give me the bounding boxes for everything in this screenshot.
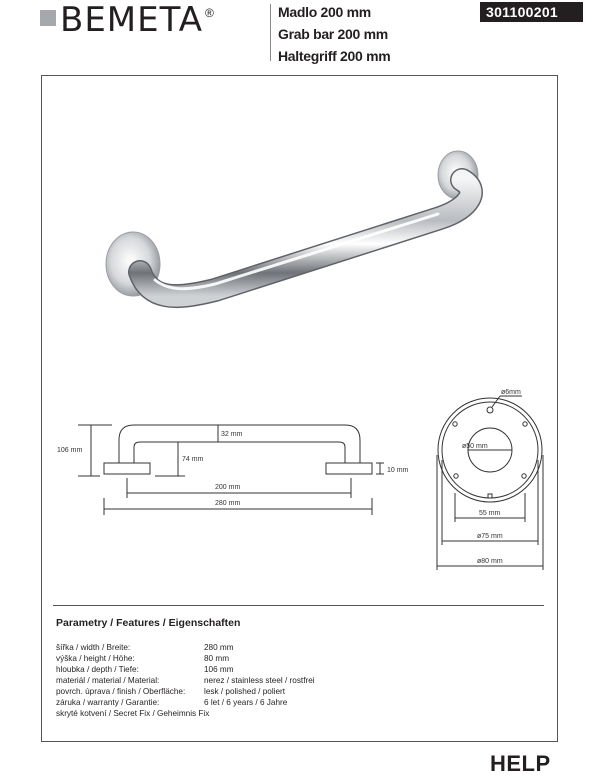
parameters-table bbox=[56, 642, 315, 719]
param-label: záruka / warranty / Garantie: bbox=[56, 698, 160, 707]
dim-base-thickness: 10 mm bbox=[387, 467, 409, 474]
dim-tube-diameter: 32 mm bbox=[221, 431, 243, 438]
product-code-badge: 301100201 bbox=[480, 2, 583, 22]
title-cz: Madlo 200 mm bbox=[278, 4, 371, 20]
title-de: Haltegriff 200 mm bbox=[278, 48, 391, 64]
param-label: materiál / material / Material: bbox=[56, 676, 160, 685]
registered-mark: ® bbox=[205, 6, 214, 20]
dim-diameter-outer: ø80 mm bbox=[477, 558, 503, 565]
parameters-divider bbox=[53, 605, 544, 606]
param-row-width bbox=[56, 642, 315, 653]
param-label: skryté kotvení / Secret Fix / Geheimnis Fix bbox=[56, 709, 210, 718]
product-image bbox=[106, 151, 478, 296]
parameters-title: Parametry / Features / Eigenschaften bbox=[56, 617, 241, 629]
rosette-view-drawing bbox=[437, 396, 543, 570]
param-label: šířka / width / Breite: bbox=[56, 643, 131, 652]
param-value: 280 mm bbox=[204, 643, 234, 652]
title-en: Grab bar 200 mm bbox=[278, 26, 388, 42]
param-label: hloubka / depth / Tiefe: bbox=[56, 665, 139, 674]
dim-inner-diameter: ø50 mm bbox=[462, 443, 488, 450]
param-row-finish bbox=[56, 686, 315, 697]
param-row-height bbox=[56, 653, 315, 664]
param-label: výška / height / Höhe: bbox=[56, 654, 135, 663]
collection-name: HELP bbox=[490, 751, 551, 776]
param-row-warranty bbox=[56, 697, 315, 708]
dim-plate-width: 55 mm bbox=[479, 510, 501, 517]
param-value: 6 let / 6 years / 6 Jahre bbox=[204, 698, 288, 707]
param-value: 80 mm bbox=[204, 654, 230, 663]
param-label: povrch. úprava / finish / Oberfläche: bbox=[56, 687, 186, 696]
param-value: lesk / polished / poliert bbox=[204, 687, 286, 696]
param-row-material bbox=[56, 675, 315, 686]
param-value: nerez / stainless steel / rostfrei bbox=[204, 676, 315, 685]
dim-center-distance: 200 mm bbox=[215, 484, 241, 491]
dim-height-total: 106 mm bbox=[57, 447, 83, 454]
param-value: 106 mm bbox=[204, 665, 234, 674]
dim-inner-clearance: 74 mm bbox=[182, 456, 204, 463]
param-row-depth bbox=[56, 664, 315, 675]
param-row-secret-fix bbox=[56, 708, 315, 719]
dim-hole: ø6mm bbox=[501, 389, 521, 396]
brand-name: BEMETA bbox=[60, 0, 204, 40]
dim-overall-length: 280 mm bbox=[215, 500, 241, 507]
dim-diameter-inner: ø75 mm bbox=[477, 533, 503, 540]
